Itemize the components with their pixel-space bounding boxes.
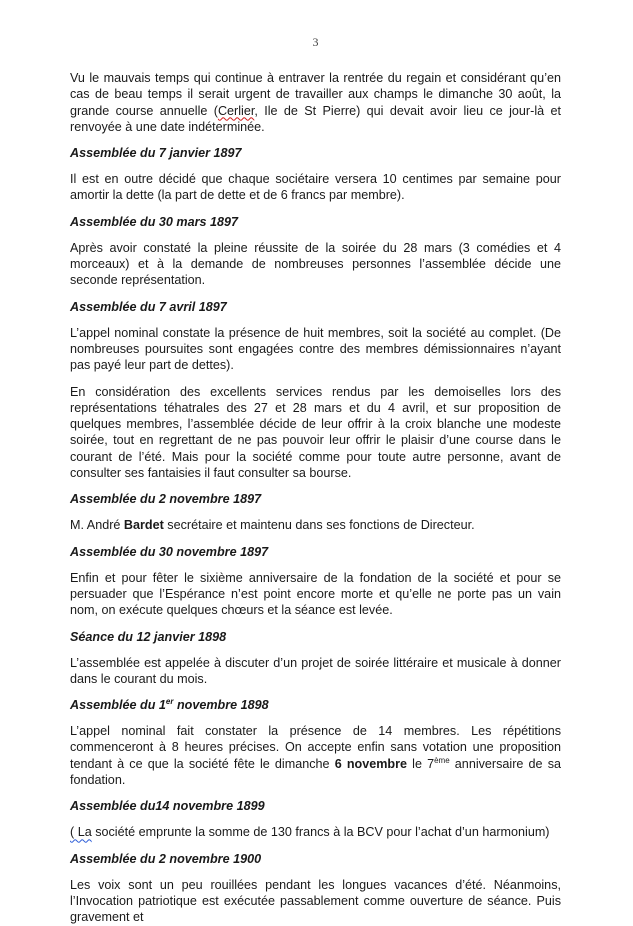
heading-assemblee-7-janvier-1897: Assemblée du 7 janvier 1897: [70, 146, 242, 161]
heading-assemblee-1er-novembre-1898: [70, 697, 561, 713]
paragraph-bardet: [70, 517, 561, 533]
text-run: M. André: [70, 518, 124, 533]
heading-assemblee-2-novembre-1897: Assemblée du 2 novembre 1897: [70, 492, 262, 507]
superscript: er: [165, 696, 174, 706]
text-run: Vu le mauvais temps qui continue à entraver la rentrée du regain et considérant qu’en cas de beau temps il serait urgent de travailler aux champs le dimanche 30 août, la grande course annuelle (: [70, 71, 561, 118]
text-run: L’appel nominal fait constater la présence de 14 membres. Les répétitions commenceront à 8 heures précises. On accepte enfin sans votation une proposition tendant à ce que la société fête le dimanche: [70, 724, 561, 771]
paragraph-appel-nominal: L’appel nominal constate la présence de huit membres, soit la société au complet. (De nombreuses poursuites sont engagées contre des membres démissionnaires n’ayant pas payé leur part de dettes).: [70, 325, 561, 373]
text-run: société emprunte la somme de 130 francs à la BCV pour l’achat d’un harmonium): [91, 825, 550, 840]
bold-name: Bardet: [123, 518, 164, 533]
text-run: secrétaire et maintenu dans ses fonctions de Directeur.: [163, 518, 475, 533]
heading-assemblee-30-mars-1897: Assemblée du 30 mars 1897: [70, 214, 239, 229]
paragraph-cotisation: Il est en outre décidé que chaque sociétaire versera 10 centimes par semaine pour amortir la dette (la part de dette et de 6 francs par membre).: [70, 172, 561, 203]
text-run: le 7: [407, 756, 435, 771]
paragraph-harmonium: [70, 824, 561, 840]
text-run: , Ile de St Pierre) qui devait avoir lieu ce jour-là et renvoyée à une date indéterminée.: [70, 103, 561, 134]
paragraph-voix-rouillees: Les voix sont un peu rouillées pendant les longues vacances d’été. Néanmoins, l’Invocation patriotique est exécutée passablement comme ouverture de séance. Puis gravement et: [70, 877, 561, 925]
heading-assemblee-2-novembre-1900: Assemblée du 2 novembre 1900: [70, 851, 262, 866]
text-run: novembre 1898: [173, 698, 269, 713]
heading-assemblee-7-avril-1897: Assemblée du 7 avril 1897: [70, 299, 227, 314]
heading-assemblee-30-novembre-1897: Assemblée du 30 novembre 1897: [70, 544, 269, 559]
grammar-flagged-text[interactable]: ( La: [70, 825, 92, 840]
paragraph-regain: [70, 70, 561, 135]
paragraph-14-membres: [70, 723, 561, 788]
paragraph-soiree-litteraire: L’assemblée est appelée à discuter d’un projet de soirée littéraire et musicale à donner dans le courant du mois.: [70, 655, 561, 686]
paragraph-soiree-28-mars: Après avoir constaté la pleine réussite de la soirée du 28 mars (3 comédies et 4 morceaux) et à la demande de nombreuses personnes l’assemblée décide une seconde représentation.: [70, 240, 561, 288]
text-run: Assemblée du 1: [70, 698, 166, 713]
paragraph-demoiselles: En considération des excellents services rendus par les demoiselles lors des représentations téhatrales des 27 et 28 mars et du 4 avril, et sur proposition de quelques membres, l’assemblée décide de leur offrir à la croix blanche une modeste soirée, tout en regrettant de ne pas pouvoir leur offrir le plaisir d’une course dans le courant de l’été. Mais pour la société comme pour toute autre personne, avant de consulter ses fantaisies il faut consulter sa bourse.: [70, 384, 561, 481]
superscript: ème: [434, 755, 450, 765]
paragraph-anniversaire: Enfin et pour fêter le sixième anniversaire de la fondation de la société et pour se persuader que l’Espérance n’est point encore morte et qu’elle ne porte pas un vain nom, on exécute quelques chœurs et la séance est levée.: [70, 570, 561, 618]
text-run: anniversaire de sa fondation.: [70, 756, 561, 788]
spellcheck-flagged-word[interactable]: Cerlier: [217, 103, 255, 118]
bold-date: 6 novembre: [334, 756, 408, 771]
page-number: 3: [312, 35, 319, 49]
heading-assemblee-14-novembre-1899: Assemblée du14 novembre 1899: [70, 799, 265, 814]
heading-seance-12-janvier-1898: Séance du 12 janvier 1898: [70, 629, 227, 644]
